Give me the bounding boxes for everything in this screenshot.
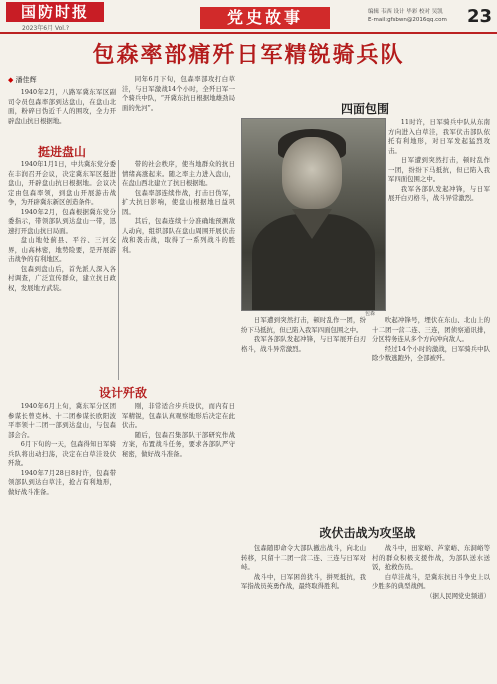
page-number: 23: [467, 6, 493, 27]
column2-bottom: [122, 402, 235, 677]
column-title: 党史故事: [200, 7, 330, 29]
paragraph: 1940年1月1日，中共冀东党分委在丰润召开会议，决定冀东军区挺进盘山，开辟盘山抗日根据地。会议决定由包森率领，到盘山开展游击战争，为开辟冀东新区创造条件。: [8, 160, 116, 206]
page-header: [0, 0, 497, 32]
author: 潘佳辉: [15, 76, 37, 84]
paragraph: 吹起冲锋号，埋伏在东山、北山上的十二团一营二连、三连，团侦察通讯排，分区特务连从多个方向冲向敌人。: [372, 316, 490, 343]
email-line: E-mail:gfsbwn@2016qq.com: [368, 17, 447, 23]
paragraph: 日军遭到突然打击，顿时乱作一团，纷纷下马抵抗，但已陷入我军四面包围之中。: [388, 156, 490, 183]
paragraph: 白草洼战斗，是冀东抗日斗争史上以少胜多的典型战例。: [372, 572, 490, 590]
portrait-photo: [241, 118, 386, 311]
paragraph: 经过14个小时的激战，日军骑兵中队除少数逃跑外，全部被歼。: [372, 344, 490, 362]
paragraph: 带的社会秩序，使当地群众的抗日情绪高涨起来。随之率主力进入盘山，在盘山西北建立了抗日根据地。: [122, 160, 235, 187]
paragraph: 盘山地处蓟县、平谷、三河交界，山高林密，地势险要，是开展游击战争的有利地区。: [8, 236, 116, 263]
paragraph: 11时许，日军骑兵中队从东南方向进入白草洼，我军伏击部队依托有利地形，对日军发起猛烈攻击。: [388, 118, 490, 155]
section-title: 四面包围: [340, 102, 389, 116]
paragraph: 1940年6月上旬，冀东军分区团参谋长曾克林、十二团参谋长欧阳波平率领十二团一部到达盘山，与包森部会合。: [8, 402, 116, 439]
paragraph: 1940年2月，包森根据冀东党分委指示，带领部队到达盘山一带，迅速打开盘山抗日局面。: [8, 207, 116, 235]
paragraph: 包森到盘山后，首先派人深入各村调查，广泛宣传群众，建立抗日政权，发展地方武装。: [8, 264, 116, 292]
byline: [8, 75, 37, 85]
section-title: 挺进盘山: [37, 145, 86, 159]
paragraph: 战斗中，田家峪、芦家峪、东洞峪等村的群众积极支援作战，为部队送水送饭，抢救伤员。: [372, 544, 490, 571]
editor-line: 编辑 韦西 设计 毕彩 校对 吴凯: [368, 9, 443, 15]
issue-date: 2023年6月 Vol.?: [22, 25, 70, 32]
paragraph: 随后，包森召集部队干部研究作战方案，布置战斗任务，要求各部队严守秘密，做好战斗准备。: [122, 430, 235, 458]
section3-body: [388, 118, 490, 310]
section-title: 改伏击战为攻坚战: [319, 526, 416, 540]
paragraph: 我军各部队发起冲锋，与日军展开白刃格斗，战斗异常激烈。: [388, 184, 490, 202]
section-title: 设计歼敌: [98, 386, 147, 400]
intro-paragraph: 1940年2月，八路军冀东军区副司令员包森率部到达盘山，在盘山北面，粉碎日伪近千人的围攻，全力开辟盘山抗日根据地。: [8, 88, 116, 125]
photo-caption: 包森: [365, 311, 376, 317]
editor-info: [368, 8, 447, 24]
paragraph: 包森随即命令大部队撤出战斗，向北山转移，只留十二团一营二连、三连与日军对峙。: [241, 544, 366, 571]
column4-body: [372, 316, 490, 506]
paragraph: 6月下旬的一天，包森得知日军骑兵队将出动扫荡，决定在白草洼设伏歼敌。: [8, 440, 116, 467]
column-divider: [118, 160, 119, 380]
byline-marker: ◆: [8, 76, 14, 84]
source-note: （据人民网党史频道）: [426, 591, 490, 600]
paragraph: 1940年7月28日8时许，包森带领部队到达白草洼，抢占有利地形，做好战斗准备。: [8, 468, 116, 496]
paragraph: 刚，非常适合步兵设伏，而内有日军精锐，包森认真观察地形后决定在此伏击。: [122, 402, 235, 429]
paragraph: 日军遭到突然打击，顿时乱作一团，纷纷下马抵抗，但已陷入我军四面包围之中。: [241, 316, 366, 334]
paragraph: 我军各部队发起冲锋，与日军展开白刃格斗，战斗异常激烈。: [241, 335, 366, 353]
paragraph: 战斗中，日军困兽犹斗，拼死抵抗，我军指战员英勇作战，最终取得胜利。: [241, 572, 366, 590]
paragraph: 同年6月下旬，包森率部攻打白草洼，与日军激战14个小时，全歼日军一个骑兵中队，“开冀东抗日根据地雄劲局面的先河”。: [122, 75, 235, 112]
intro-column: [8, 88, 116, 142]
header-rule: [0, 32, 497, 34]
paragraph: 包森率部连续作战，打击日伪军，扩大抗日影响，使盘山根据地日益巩固。: [122, 188, 235, 216]
photo-face: [282, 137, 342, 209]
column3-body: [241, 316, 366, 506]
headline: 包森率部痛歼日军精锐骑兵队: [92, 43, 405, 68]
column4-bottom: [372, 544, 490, 678]
column2-top: [122, 75, 235, 155]
paragraph: 其后，包森连续十分准确地预测敌人动向，组织部队在盘山周围开展伏击战和袭击战，取得了一系列战斗的胜利。: [122, 217, 235, 254]
newspaper-logo: 国防时报: [6, 2, 104, 22]
section2-body: [8, 402, 116, 677]
section4-body: [241, 544, 366, 678]
section1-body: [8, 160, 116, 378]
column2-main: [122, 160, 235, 378]
